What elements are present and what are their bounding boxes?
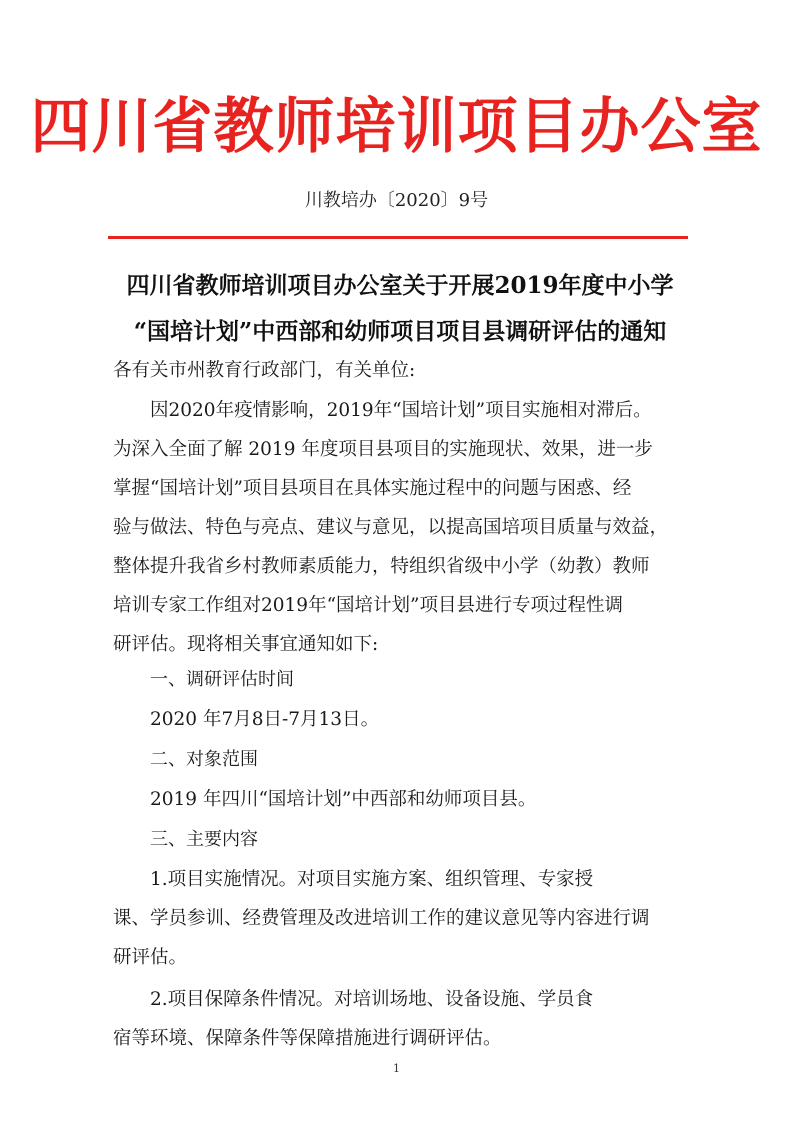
content-item-line: 课、学员参训、经费管理及改进培训工作的建议意见等内容进行调 bbox=[113, 908, 650, 929]
content-item-line: 2.项目保障条件情况。对培训场地、设备设施、学员食 bbox=[150, 989, 594, 1010]
intro-line: 因2020年疫情影响，2019年“国培计划”项目实施相对滞后。 bbox=[150, 400, 652, 421]
section-heading-time: 一、调研评估时间 bbox=[150, 669, 294, 690]
doc-number: 川教培办〔2020〕9号 bbox=[304, 190, 489, 211]
intro-line: 整体提升我省乡村教师素质能力，特组织省级中小学（幼教）教师 bbox=[113, 556, 650, 577]
section-text-scope: 2019 年四川“国培计划”中西部和幼师项目县。 bbox=[150, 789, 537, 810]
intro-line: 掌握“国培计划”项目县项目在具体实施过程中的问题与困惑、经 bbox=[113, 478, 632, 499]
intro-line: 为深入全面了解 2019 年度项目县项目的实施现状、效果，进一步 bbox=[113, 439, 653, 460]
section-heading-scope: 二、对象范围 bbox=[150, 749, 258, 770]
salutation: 各有关市州教育行政部门，有关单位: bbox=[113, 360, 416, 381]
org-title: 四川省教师培训项目办公室 bbox=[30, 92, 763, 162]
intro-line: 研评估。现将相关事宜通知如下: bbox=[113, 634, 379, 655]
notice-title-line-1: 四川省教师培训项目办公室关于开展2019年度中小学 bbox=[126, 272, 674, 299]
content-item-line: 宿等环境、保障条件等保障措施进行调研评估。 bbox=[113, 1028, 502, 1049]
notice-title-line-2: “国培计划”中西部和幼师项目项目县调研评估的通知 bbox=[133, 318, 667, 345]
red-separator-rule bbox=[108, 236, 688, 239]
section-heading-content: 三、主要内容 bbox=[150, 829, 258, 850]
content-item-line: 研评估。 bbox=[113, 947, 188, 968]
intro-line: 培训专家工作组对2019年“国培计划”项目县进行专项过程性调 bbox=[113, 595, 623, 616]
content-item-line: 1.项目实施情况。对项目实施方案、组织管理、专家授 bbox=[150, 869, 594, 890]
page-number: 1 bbox=[393, 1062, 400, 1075]
intro-line: 验与做法、特色与亮点、建议与意见，以提高国培项目质量与效益， bbox=[113, 517, 669, 538]
section-text-time: 2020 年7月8日-7月13日。 bbox=[150, 709, 380, 730]
